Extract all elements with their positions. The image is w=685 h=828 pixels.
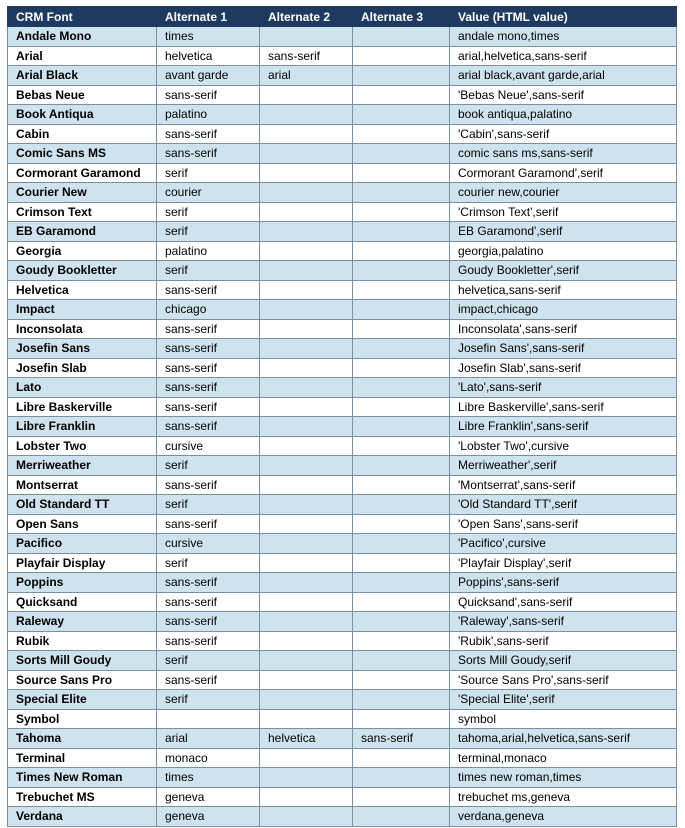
alternate-3-cell bbox=[353, 670, 450, 690]
alternate-3-cell bbox=[353, 748, 450, 768]
html-value-cell: terminal,monaco bbox=[450, 748, 677, 768]
alternate-2-cell: sans-serif bbox=[260, 46, 353, 66]
table-row bbox=[8, 66, 677, 86]
table-row bbox=[8, 651, 677, 671]
table-row bbox=[8, 261, 677, 281]
alternate-1-cell: serif bbox=[157, 690, 260, 710]
html-value-cell: Sorts Mill Goudy,serif bbox=[450, 651, 677, 671]
html-value-cell: 'Playfair Display',serif bbox=[450, 553, 677, 573]
alternate-1-cell: sans-serif bbox=[157, 573, 260, 593]
table-row bbox=[8, 768, 677, 788]
html-value-cell: andale mono,times bbox=[450, 27, 677, 47]
crm-font-cell: Helvetica bbox=[8, 280, 157, 300]
html-value-cell: 'Source Sans Pro',sans-serif bbox=[450, 670, 677, 690]
alternate-2-cell bbox=[260, 553, 353, 573]
alternate-1-cell: cursive bbox=[157, 436, 260, 456]
alternate-1-cell: cursive bbox=[157, 534, 260, 554]
table-row bbox=[8, 807, 677, 827]
crm-font-cell: Trebuchet MS bbox=[8, 787, 157, 807]
alternate-2-cell bbox=[260, 612, 353, 632]
alternate-3-cell bbox=[353, 456, 450, 476]
crm-font-cell: Inconsolata bbox=[8, 319, 157, 339]
alternate-1-cell: serif bbox=[157, 222, 260, 242]
alternate-3-cell bbox=[353, 690, 450, 710]
alternate-3-cell bbox=[353, 241, 450, 261]
alternate-3-cell bbox=[353, 436, 450, 456]
crm-font-cell: Sorts Mill Goudy bbox=[8, 651, 157, 671]
table-row bbox=[8, 163, 677, 183]
alternate-3-cell bbox=[353, 787, 450, 807]
crm-font-cell: Cormorant Garamond bbox=[8, 163, 157, 183]
html-value-cell: courier new,courier bbox=[450, 183, 677, 203]
table-row bbox=[8, 670, 677, 690]
crm-font-cell: Georgia bbox=[8, 241, 157, 261]
crm-font-cell: Playfair Display bbox=[8, 553, 157, 573]
alternate-2-cell bbox=[260, 85, 353, 105]
table-row bbox=[8, 456, 677, 476]
alternate-3-cell bbox=[353, 319, 450, 339]
crm-font-cell: Goudy Bookletter bbox=[8, 261, 157, 281]
html-value-cell: 'Raleway',sans-serif bbox=[450, 612, 677, 632]
html-value-cell: Cormorant Garamond',serif bbox=[450, 163, 677, 183]
crm-font-cell: Lobster Two bbox=[8, 436, 157, 456]
table-row bbox=[8, 787, 677, 807]
alternate-3-cell bbox=[353, 144, 450, 164]
crm-font-cell: Quicksand bbox=[8, 592, 157, 612]
alternate-1-cell: sans-serif bbox=[157, 280, 260, 300]
table-row bbox=[8, 144, 677, 164]
alternate-1-cell: helvetica bbox=[157, 46, 260, 66]
html-value-cell: 'Rubik',sans-serif bbox=[450, 631, 677, 651]
crm-font-cell: Courier New bbox=[8, 183, 157, 203]
alternate-2-cell bbox=[260, 27, 353, 47]
alternate-3-cell bbox=[353, 222, 450, 242]
alternate-3-cell bbox=[353, 475, 450, 495]
html-value-cell: Merriweather',serif bbox=[450, 456, 677, 476]
html-value-cell: 'Cabin',sans-serif bbox=[450, 124, 677, 144]
alternate-1-cell: sans-serif bbox=[157, 358, 260, 378]
alternate-3-cell bbox=[353, 358, 450, 378]
html-value-cell: book antiqua,palatino bbox=[450, 105, 677, 125]
alternate-1-cell: palatino bbox=[157, 105, 260, 125]
table-row bbox=[8, 729, 677, 749]
alternate-1-cell bbox=[157, 709, 260, 729]
crm-font-table bbox=[7, 6, 677, 827]
table-row bbox=[8, 280, 677, 300]
table-row bbox=[8, 202, 677, 222]
html-value-cell: 'Crimson Text',serif bbox=[450, 202, 677, 222]
html-value-cell: comic sans ms,sans-serif bbox=[450, 144, 677, 164]
alternate-2-cell bbox=[260, 202, 353, 222]
html-value-cell: 'Lato',sans-serif bbox=[450, 378, 677, 398]
alternate-3-cell bbox=[353, 495, 450, 515]
alternate-1-cell: serif bbox=[157, 495, 260, 515]
html-value-cell: Josefin Slab',sans-serif bbox=[450, 358, 677, 378]
table-row bbox=[8, 339, 677, 359]
alternate-3-cell bbox=[353, 339, 450, 359]
alternate-3-cell bbox=[353, 651, 450, 671]
alternate-2-cell bbox=[260, 573, 353, 593]
alternate-2-cell bbox=[260, 475, 353, 495]
table-row bbox=[8, 475, 677, 495]
alternate-2-cell bbox=[260, 631, 353, 651]
table-row bbox=[8, 631, 677, 651]
html-value-cell: 'Pacifico',cursive bbox=[450, 534, 677, 554]
alternate-2-cell bbox=[260, 436, 353, 456]
alternate-1-cell: courier bbox=[157, 183, 260, 203]
alternate-2-cell bbox=[260, 397, 353, 417]
crm-font-cell: Crimson Text bbox=[8, 202, 157, 222]
alternate-2-cell bbox=[260, 807, 353, 827]
crm-font-cell: Special Elite bbox=[8, 690, 157, 710]
alternate-2-cell bbox=[260, 534, 353, 554]
alternate-2-cell bbox=[260, 787, 353, 807]
header-value: Value (HTML value) bbox=[450, 7, 677, 27]
alternate-1-cell: serif bbox=[157, 163, 260, 183]
html-value-cell: 'Bebas Neue',sans-serif bbox=[450, 85, 677, 105]
alternate-1-cell: serif bbox=[157, 553, 260, 573]
alternate-2-cell bbox=[260, 163, 353, 183]
header-crm-font: CRM Font bbox=[8, 7, 157, 27]
html-value-cell: Libre Franklin',sans-serif bbox=[450, 417, 677, 437]
crm-font-cell: Comic Sans MS bbox=[8, 144, 157, 164]
alternate-1-cell: sans-serif bbox=[157, 85, 260, 105]
alternate-1-cell: sans-serif bbox=[157, 592, 260, 612]
crm-font-cell: Bebas Neue bbox=[8, 85, 157, 105]
crm-font-cell: Terminal bbox=[8, 748, 157, 768]
alternate-2-cell bbox=[260, 592, 353, 612]
html-value-cell: 'Montserrat',sans-serif bbox=[450, 475, 677, 495]
alternate-2-cell bbox=[260, 690, 353, 710]
crm-font-cell: Book Antiqua bbox=[8, 105, 157, 125]
table-row bbox=[8, 222, 677, 242]
alternate-2-cell bbox=[260, 378, 353, 398]
html-value-cell: Goudy Bookletter',serif bbox=[450, 261, 677, 281]
html-value-cell: Inconsolata',sans-serif bbox=[450, 319, 677, 339]
alternate-3-cell: sans-serif bbox=[353, 729, 450, 749]
alternate-1-cell: times bbox=[157, 27, 260, 47]
alternate-2-cell bbox=[260, 280, 353, 300]
crm-font-cell: Pacifico bbox=[8, 534, 157, 554]
alternate-2-cell bbox=[260, 144, 353, 164]
html-value-cell: 'Lobster Two',cursive bbox=[450, 436, 677, 456]
crm-font-cell: Josefin Sans bbox=[8, 339, 157, 359]
crm-font-cell: Andale Mono bbox=[8, 27, 157, 47]
table-row bbox=[8, 397, 677, 417]
alternate-3-cell bbox=[353, 631, 450, 651]
alternate-1-cell: sans-serif bbox=[157, 397, 260, 417]
html-value-cell: tahoma,arial,helvetica,sans-serif bbox=[450, 729, 677, 749]
alternate-3-cell bbox=[353, 46, 450, 66]
table-row bbox=[8, 319, 677, 339]
table-row bbox=[8, 553, 677, 573]
table-row bbox=[8, 436, 677, 456]
alternate-1-cell: sans-serif bbox=[157, 612, 260, 632]
html-value-cell: helvetica,sans-serif bbox=[450, 280, 677, 300]
alternate-1-cell: sans-serif bbox=[157, 319, 260, 339]
html-value-cell: verdana,geneva bbox=[450, 807, 677, 827]
alternate-2-cell bbox=[260, 222, 353, 242]
alternate-3-cell bbox=[353, 612, 450, 632]
alternate-2-cell bbox=[260, 105, 353, 125]
alternate-2-cell: arial bbox=[260, 66, 353, 86]
table-row bbox=[8, 592, 677, 612]
html-value-cell: Josefin Sans',sans-serif bbox=[450, 339, 677, 359]
alternate-1-cell: sans-serif bbox=[157, 339, 260, 359]
alternate-2-cell bbox=[260, 514, 353, 534]
crm-font-cell: Impact bbox=[8, 300, 157, 320]
alternate-1-cell: sans-serif bbox=[157, 124, 260, 144]
alternate-2-cell bbox=[260, 124, 353, 144]
alternate-3-cell bbox=[353, 261, 450, 281]
html-value-cell: Poppins',sans-serif bbox=[450, 573, 677, 593]
alternate-1-cell: geneva bbox=[157, 807, 260, 827]
alternate-3-cell bbox=[353, 183, 450, 203]
alternate-2-cell bbox=[260, 241, 353, 261]
alternate-1-cell: sans-serif bbox=[157, 417, 260, 437]
table-row bbox=[8, 241, 677, 261]
alternate-2-cell bbox=[260, 709, 353, 729]
crm-font-cell: Arial Black bbox=[8, 66, 157, 86]
crm-font-cell: Symbol bbox=[8, 709, 157, 729]
table-row bbox=[8, 85, 677, 105]
alternate-3-cell bbox=[353, 553, 450, 573]
alternate-1-cell: serif bbox=[157, 456, 260, 476]
table-row bbox=[8, 27, 677, 47]
header-alternate-2: Alternate 2 bbox=[260, 7, 353, 27]
table-row bbox=[8, 46, 677, 66]
alternate-3-cell bbox=[353, 66, 450, 86]
alternate-3-cell bbox=[353, 592, 450, 612]
table-row bbox=[8, 573, 677, 593]
alternate-3-cell bbox=[353, 280, 450, 300]
alternate-3-cell bbox=[353, 768, 450, 788]
html-value-cell: arial black,avant garde,arial bbox=[450, 66, 677, 86]
html-value-cell: arial,helvetica,sans-serif bbox=[450, 46, 677, 66]
alternate-1-cell: sans-serif bbox=[157, 514, 260, 534]
table-row bbox=[8, 690, 677, 710]
alternate-1-cell: sans-serif bbox=[157, 144, 260, 164]
alternate-1-cell: sans-serif bbox=[157, 475, 260, 495]
alternate-1-cell: serif bbox=[157, 651, 260, 671]
alternate-2-cell bbox=[260, 300, 353, 320]
alternate-3-cell bbox=[353, 534, 450, 554]
font-table-container bbox=[7, 6, 677, 827]
crm-font-cell: Montserrat bbox=[8, 475, 157, 495]
alternate-2-cell bbox=[260, 495, 353, 515]
alternate-2-cell bbox=[260, 319, 353, 339]
alternate-2-cell bbox=[260, 339, 353, 359]
table-row bbox=[8, 378, 677, 398]
alternate-2-cell bbox=[260, 261, 353, 281]
alternate-2-cell bbox=[260, 748, 353, 768]
alternate-3-cell bbox=[353, 378, 450, 398]
crm-font-cell: Libre Franklin bbox=[8, 417, 157, 437]
crm-font-cell: Old Standard TT bbox=[8, 495, 157, 515]
crm-font-cell: Libre Baskerville bbox=[8, 397, 157, 417]
alternate-2-cell bbox=[260, 183, 353, 203]
crm-font-cell: Arial bbox=[8, 46, 157, 66]
alternate-3-cell bbox=[353, 105, 450, 125]
alternate-3-cell bbox=[353, 514, 450, 534]
alternate-1-cell: arial bbox=[157, 729, 260, 749]
alternate-2-cell bbox=[260, 670, 353, 690]
crm-font-cell: Cabin bbox=[8, 124, 157, 144]
table-row bbox=[8, 514, 677, 534]
crm-font-cell: Josefin Slab bbox=[8, 358, 157, 378]
crm-font-cell: Times New Roman bbox=[8, 768, 157, 788]
alternate-3-cell bbox=[353, 202, 450, 222]
table-row bbox=[8, 534, 677, 554]
alternate-1-cell: monaco bbox=[157, 748, 260, 768]
table-row bbox=[8, 709, 677, 729]
html-value-cell: symbol bbox=[450, 709, 677, 729]
alternate-2-cell bbox=[260, 358, 353, 378]
alternate-2-cell: helvetica bbox=[260, 729, 353, 749]
alternate-1-cell: sans-serif bbox=[157, 670, 260, 690]
alternate-1-cell: sans-serif bbox=[157, 378, 260, 398]
alternate-1-cell: serif bbox=[157, 261, 260, 281]
alternate-1-cell: sans-serif bbox=[157, 631, 260, 651]
crm-font-cell: Poppins bbox=[8, 573, 157, 593]
alternate-3-cell bbox=[353, 709, 450, 729]
table-row bbox=[8, 105, 677, 125]
header-alternate-3: Alternate 3 bbox=[353, 7, 450, 27]
crm-font-cell: Tahoma bbox=[8, 729, 157, 749]
alternate-2-cell bbox=[260, 768, 353, 788]
table-row bbox=[8, 495, 677, 515]
table-row bbox=[8, 183, 677, 203]
alternate-1-cell: serif bbox=[157, 202, 260, 222]
alternate-3-cell bbox=[353, 397, 450, 417]
table-row bbox=[8, 358, 677, 378]
html-value-cell: Quicksand',sans-serif bbox=[450, 592, 677, 612]
table-row bbox=[8, 300, 677, 320]
alternate-1-cell: times bbox=[157, 768, 260, 788]
table-row bbox=[8, 417, 677, 437]
alternate-3-cell bbox=[353, 300, 450, 320]
crm-font-cell: Raleway bbox=[8, 612, 157, 632]
html-value-cell: EB Garamond',serif bbox=[450, 222, 677, 242]
alternate-2-cell bbox=[260, 417, 353, 437]
alternate-1-cell: avant garde bbox=[157, 66, 260, 86]
html-value-cell: trebuchet ms,geneva bbox=[450, 787, 677, 807]
html-value-cell: times new roman,times bbox=[450, 768, 677, 788]
header-alternate-1: Alternate 1 bbox=[157, 7, 260, 27]
crm-font-cell: Rubik bbox=[8, 631, 157, 651]
alternate-3-cell bbox=[353, 85, 450, 105]
html-value-cell: 'Special Elite',serif bbox=[450, 690, 677, 710]
crm-font-cell: EB Garamond bbox=[8, 222, 157, 242]
alternate-3-cell bbox=[353, 27, 450, 47]
alternate-1-cell: palatino bbox=[157, 241, 260, 261]
html-value-cell: 'Open Sans',sans-serif bbox=[450, 514, 677, 534]
crm-font-cell: Open Sans bbox=[8, 514, 157, 534]
alternate-1-cell: chicago bbox=[157, 300, 260, 320]
html-value-cell: Libre Baskerville',sans-serif bbox=[450, 397, 677, 417]
crm-font-cell: Lato bbox=[8, 378, 157, 398]
table-row bbox=[8, 612, 677, 632]
html-value-cell: georgia,palatino bbox=[450, 241, 677, 261]
alternate-1-cell: geneva bbox=[157, 787, 260, 807]
alternate-3-cell bbox=[353, 163, 450, 183]
table-row bbox=[8, 748, 677, 768]
crm-font-cell: Verdana bbox=[8, 807, 157, 827]
html-value-cell: 'Old Standard TT',serif bbox=[450, 495, 677, 515]
alternate-3-cell bbox=[353, 124, 450, 144]
alternate-3-cell bbox=[353, 417, 450, 437]
alternate-3-cell bbox=[353, 573, 450, 593]
alternate-3-cell bbox=[353, 807, 450, 827]
crm-font-cell: Merriweather bbox=[8, 456, 157, 476]
table-header-row bbox=[8, 7, 677, 27]
html-value-cell: impact,chicago bbox=[450, 300, 677, 320]
crm-font-cell: Source Sans Pro bbox=[8, 670, 157, 690]
alternate-2-cell bbox=[260, 456, 353, 476]
alternate-2-cell bbox=[260, 651, 353, 671]
table-row bbox=[8, 124, 677, 144]
